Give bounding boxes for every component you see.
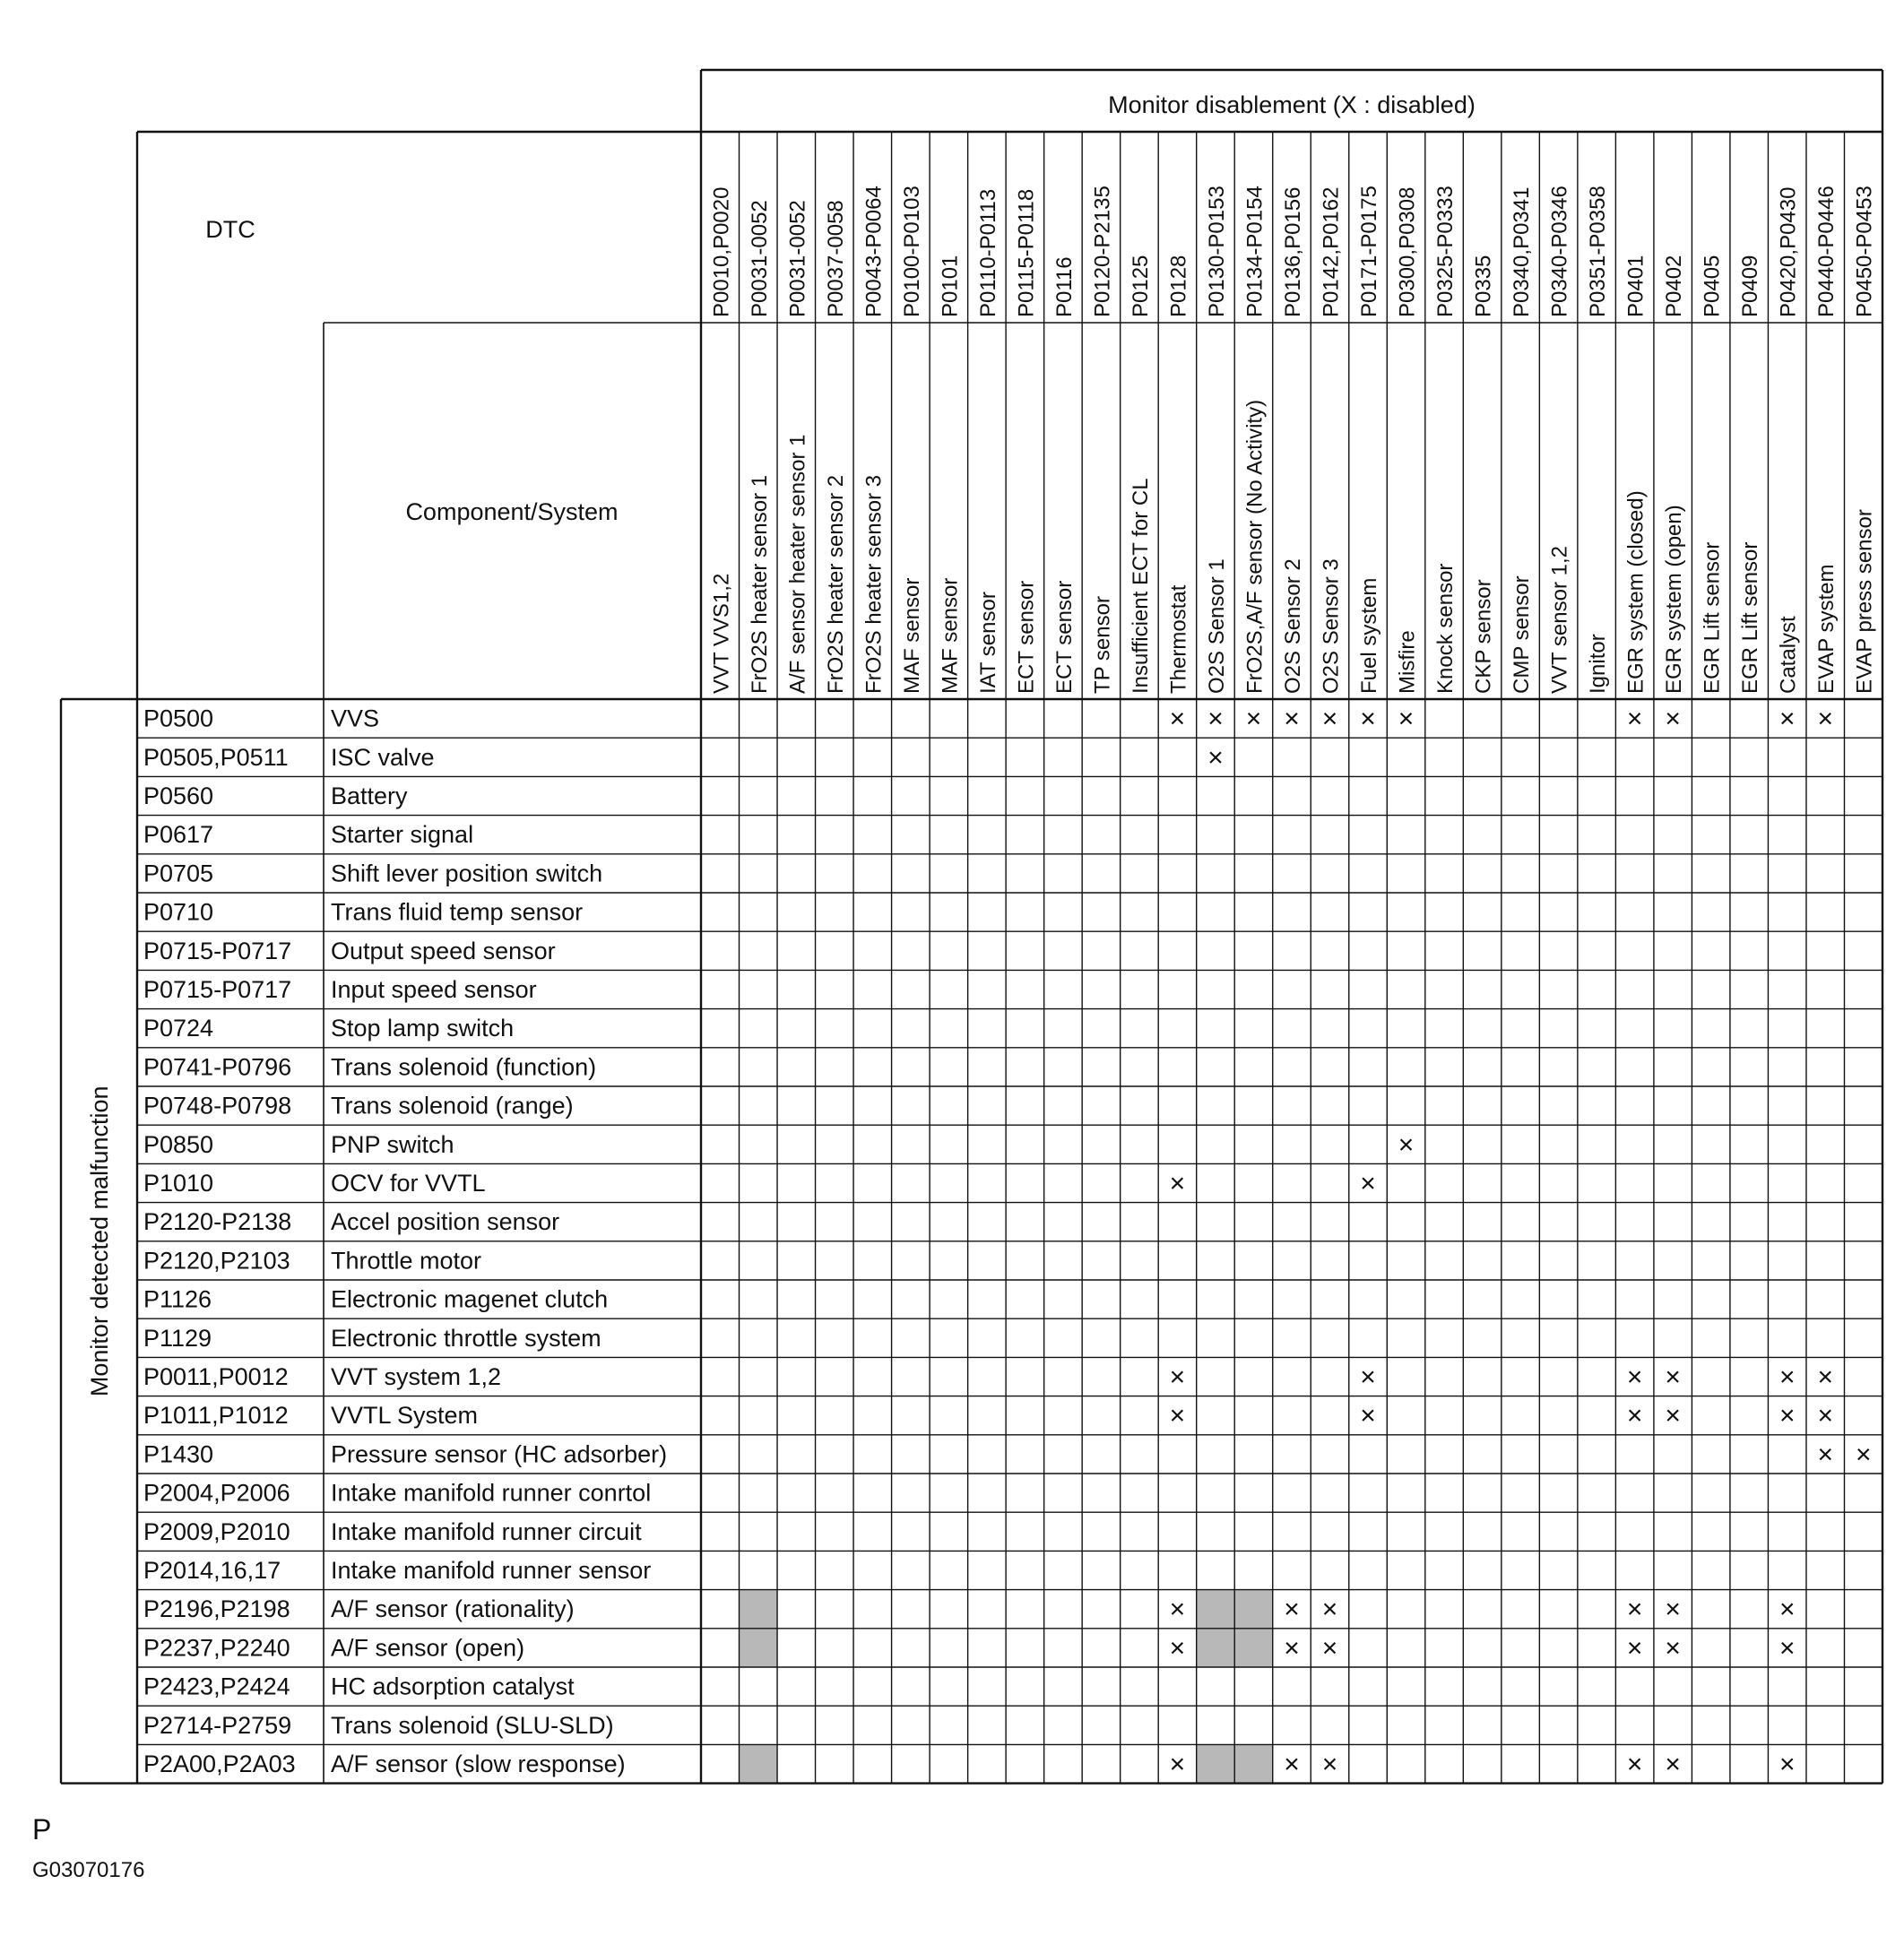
shaded-cell: [1197, 1744, 1235, 1783]
row-dtc: P0715-P0717: [143, 976, 292, 1003]
disabled-mark: ×: [1284, 1633, 1300, 1664]
column-name: IAT sensor: [975, 592, 1000, 694]
row-dtc: P0560: [143, 782, 214, 809]
column-name: O2S Sensor 1: [1204, 558, 1229, 694]
row-dtc: P2014,16,17: [143, 1557, 281, 1584]
row-dtc: P0505,P0511: [143, 743, 289, 771]
row-component: Battery: [331, 782, 408, 809]
column-name: CMP sensor: [1510, 575, 1535, 694]
column-code: P0130-P0153: [1204, 186, 1229, 317]
row-dtc: P0715-P0717: [143, 937, 292, 964]
row-dtc: P0850: [143, 1130, 214, 1158]
column-name: EGR system (open): [1662, 505, 1687, 694]
row-component: Trans fluid temp sensor: [331, 898, 584, 926]
row-dtc: P0705: [143, 860, 214, 887]
column-name: MAF sensor: [938, 577, 963, 694]
row-dtc: P2423,P2424: [143, 1673, 290, 1700]
disabled-mark: ×: [1817, 1362, 1833, 1392]
row-component: ISC valve: [331, 743, 435, 771]
column-name: Misfire: [1395, 630, 1420, 694]
row-dtc: P2009,P2010: [143, 1517, 290, 1545]
row-dtc: P1129: [143, 1324, 212, 1352]
row-component: Intake manifold runner sensor: [331, 1557, 652, 1584]
row-component: A/F sensor (rationality): [331, 1595, 575, 1623]
column-name: EGR Lift sensor: [1738, 541, 1763, 694]
disabled-mark: ×: [1360, 1362, 1376, 1392]
shaded-cell: [1197, 1590, 1235, 1629]
monitor-disablement-header: Monitor disablement (X : disabled): [1108, 91, 1476, 118]
row-dtc: P1126: [143, 1285, 212, 1313]
column-code: P0101: [938, 255, 963, 317]
column-name: MAF sensor: [899, 577, 924, 694]
disabled-mark: ×: [1207, 742, 1224, 773]
column-name: Knock sensor: [1433, 563, 1458, 694]
column-code: P0409: [1738, 255, 1763, 317]
row-component: Trans solenoid (range): [331, 1092, 574, 1119]
disabled-mark: ×: [1817, 1401, 1833, 1431]
column-code: P0100-P0103: [899, 186, 924, 317]
column-code: P0300,P0308: [1395, 186, 1420, 317]
disabled-mark: ×: [1779, 1401, 1796, 1431]
disabled-mark: ×: [1360, 1401, 1376, 1431]
row-dtc: P0710: [143, 898, 214, 926]
row-dtc: P2237,P2240: [143, 1634, 290, 1662]
component-system-header: Component/System: [405, 498, 619, 525]
disabled-mark: ×: [1169, 1595, 1186, 1625]
disabled-mark: ×: [1169, 704, 1186, 734]
column-name: VVT sensor 1,2: [1547, 546, 1572, 694]
row-component: Shift lever position switch: [331, 860, 603, 887]
column-name: TP sensor: [1090, 596, 1115, 694]
column-code: P0037-0058: [823, 200, 848, 317]
column-name: Thermostat: [1166, 584, 1191, 694]
row-component: Electronic throttle system: [331, 1324, 601, 1352]
shaded-cell: [1234, 1590, 1273, 1629]
row-component: Starter signal: [331, 821, 474, 849]
column-code: P0402: [1662, 255, 1687, 317]
column-name: FrO2S heater sensor 2: [823, 474, 848, 694]
disabled-mark: ×: [1169, 1633, 1186, 1664]
column-code: P0128: [1166, 255, 1191, 317]
disabled-mark: ×: [1626, 1362, 1643, 1392]
row-component: OCV for VVTL: [331, 1170, 486, 1197]
row-dtc: P2714-P2759: [143, 1711, 292, 1739]
disabled-mark: ×: [1779, 1633, 1796, 1664]
disabled-mark: ×: [1284, 1595, 1300, 1625]
column-code: P0043-P0064: [861, 186, 887, 317]
column-code: P0340,P0341: [1510, 186, 1535, 317]
column-name: EGR Lift sensor: [1700, 541, 1725, 694]
row-dtc: P2A00,P2A03: [143, 1750, 296, 1777]
column-code: P0335: [1471, 255, 1496, 317]
column-code: P0450-P0453: [1852, 186, 1877, 317]
column-name: EVAP system: [1814, 564, 1839, 694]
row-dtc: P0724: [143, 1015, 214, 1042]
row-component: Trans solenoid (SLU-SLD): [331, 1711, 614, 1739]
shaded-cell: [1234, 1744, 1273, 1783]
disabled-mark: ×: [1321, 1633, 1338, 1664]
row-dtc: P0500: [143, 705, 214, 732]
row-component: Stop lamp switch: [331, 1015, 515, 1042]
row-dtc: P2120-P2138: [143, 1208, 292, 1236]
column-code: P0142,P0162: [1319, 186, 1344, 317]
column-name: EGR system (closed): [1623, 490, 1649, 694]
disabled-mark: ×: [1284, 704, 1300, 734]
page-letter: P: [32, 1813, 52, 1846]
column-code: P0340-P0346: [1547, 186, 1572, 317]
disabled-mark: ×: [1665, 1401, 1681, 1431]
column-code: P0401: [1623, 255, 1649, 317]
column-code: P0134-P0154: [1242, 186, 1268, 317]
column-name: A/F sensor heater sensor 1: [785, 434, 810, 694]
disabled-mark: ×: [1626, 1595, 1643, 1625]
dtc-header: DTC: [205, 216, 255, 243]
shaded-cell: [1234, 1629, 1273, 1667]
disabled-mark: ×: [1398, 704, 1415, 734]
column-name: ECT sensor: [1014, 580, 1039, 694]
disabled-mark: ×: [1665, 1595, 1681, 1625]
row-component: Throttle motor: [331, 1247, 482, 1275]
disabled-mark: ×: [1665, 1362, 1681, 1392]
column-name: ECT sensor: [1052, 580, 1077, 694]
row-dtc: P2120,P2103: [143, 1247, 290, 1275]
disabled-mark: ×: [1626, 704, 1643, 734]
disabled-mark: ×: [1360, 704, 1376, 734]
disabled-mark: ×: [1321, 1750, 1338, 1779]
column-code: P0136,P0156: [1281, 186, 1305, 317]
row-component: VVTL System: [331, 1402, 479, 1430]
disabled-mark: ×: [1779, 1362, 1796, 1392]
column-name: Ignitor: [1586, 634, 1611, 694]
disabled-mark: ×: [1321, 704, 1338, 734]
row-component: A/F sensor (open): [331, 1634, 525, 1662]
column-name: CKP sensor: [1471, 579, 1496, 694]
column-name: VVT VVS1,2: [709, 573, 734, 694]
row-component: VVT system 1,2: [331, 1363, 502, 1390]
row-dtc: P1011,P1012: [143, 1402, 289, 1430]
shaded-cell: [740, 1629, 778, 1667]
row-component: HC adsorption catalyst: [331, 1673, 575, 1700]
disabled-mark: ×: [1169, 1362, 1186, 1392]
column-name: EVAP press sensor: [1852, 509, 1877, 694]
disabled-mark: ×: [1855, 1439, 1872, 1470]
column-code: P0120-P2135: [1090, 186, 1115, 317]
disabled-mark: ×: [1245, 704, 1262, 734]
disabled-mark: ×: [1169, 1169, 1186, 1198]
row-component: PNP switch: [331, 1130, 454, 1158]
disabled-mark: ×: [1665, 1633, 1681, 1664]
column-code: P0171-P0175: [1357, 186, 1382, 317]
row-dtc: P0741-P0796: [143, 1053, 292, 1081]
disabled-mark: ×: [1284, 1750, 1300, 1779]
row-component: VVS: [331, 705, 380, 732]
row-component: Trans solenoid (function): [331, 1053, 597, 1081]
column-name: O2S Sensor 3: [1319, 558, 1344, 694]
row-dtc: P0011,P0012: [143, 1363, 289, 1390]
row-dtc: P0748-P0798: [143, 1092, 292, 1119]
column-code: P0110-P0113: [975, 188, 1000, 317]
row-component: Input speed sensor: [331, 976, 537, 1003]
disabled-mark: ×: [1817, 1439, 1833, 1470]
column-code: P0031-0052: [747, 200, 772, 317]
row-component: A/F sensor (slow response): [331, 1750, 626, 1777]
column-code: P0031-0052: [785, 200, 810, 317]
column-code: P0325-P0333: [1433, 186, 1458, 317]
disabled-mark: ×: [1207, 704, 1224, 734]
column-code: P0351-P0358: [1586, 186, 1611, 317]
row-component: Accel position sensor: [331, 1208, 560, 1236]
disabled-mark: ×: [1779, 1595, 1796, 1625]
row-group-label: Monitor detected malfunction: [86, 1085, 113, 1397]
disabled-mark: ×: [1321, 1595, 1338, 1625]
row-component: Intake manifold runner circuit: [331, 1517, 642, 1545]
disabled-mark: ×: [1665, 704, 1681, 734]
disabled-mark: ×: [1360, 1169, 1376, 1198]
disabled-mark: ×: [1665, 1750, 1681, 1779]
row-dtc: P2004,P2006: [143, 1479, 290, 1507]
disabled-mark: ×: [1779, 704, 1796, 734]
disabled-mark: ×: [1169, 1401, 1186, 1431]
column-name: FrO2S heater sensor 1: [747, 474, 772, 694]
row-dtc: P1010: [143, 1170, 214, 1197]
column-code: P0405: [1700, 255, 1725, 317]
row-dtc: P0617: [143, 821, 214, 849]
row-component: Pressure sensor (HC adsorber): [331, 1440, 668, 1468]
shaded-cell: [1197, 1629, 1235, 1667]
row-component: Electronic magenet clutch: [331, 1285, 609, 1313]
row-component: Intake manifold runner conrtol: [331, 1479, 652, 1507]
column-code: P0116: [1052, 256, 1077, 317]
column-name: FrO2S heater sensor 3: [861, 474, 887, 694]
row-dtc: P2196,P2198: [143, 1595, 290, 1623]
disabled-mark: ×: [1817, 704, 1833, 734]
figure-code: G03070176: [32, 1858, 145, 1882]
column-name: O2S Sensor 2: [1281, 558, 1305, 694]
column-name: Catalyst: [1776, 616, 1801, 694]
row-component: Output speed sensor: [331, 937, 556, 964]
disabled-mark: ×: [1626, 1750, 1643, 1779]
column-code: P0440-P0446: [1814, 186, 1839, 317]
disabled-mark: ×: [1398, 1129, 1415, 1160]
disabled-mark: ×: [1626, 1401, 1643, 1431]
disabled-mark: ×: [1779, 1750, 1796, 1779]
column-name: Insufficient ECT for CL: [1128, 478, 1153, 694]
shaded-cell: [740, 1744, 778, 1783]
column-code: P0010,P0020: [709, 186, 734, 317]
shaded-cell: [740, 1590, 778, 1629]
disabled-mark: ×: [1626, 1633, 1643, 1664]
column-code: P0125: [1128, 255, 1153, 317]
column-name: FrO2S,A/F sensor (No Activity): [1242, 399, 1268, 694]
row-dtc: P1430: [143, 1440, 214, 1468]
column-code: P0420,P0430: [1776, 186, 1801, 317]
disabled-mark: ×: [1169, 1750, 1186, 1779]
column-code: P0115-P0118: [1014, 188, 1039, 317]
column-name: Fuel system: [1357, 577, 1382, 694]
